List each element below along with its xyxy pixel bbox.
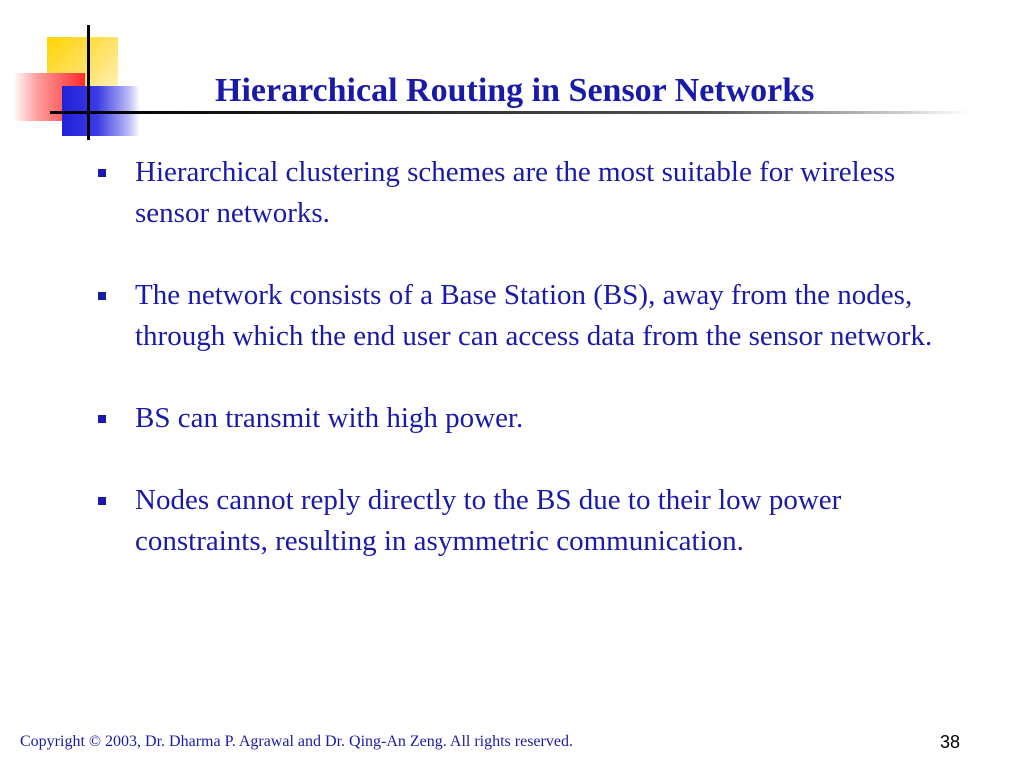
bullet-item [95, 275, 975, 357]
square-bullet-icon [98, 497, 106, 505]
slide-number: 38 [940, 732, 961, 752]
bullet-item [95, 480, 975, 562]
logo-vertical-line [87, 25, 90, 140]
slide-title: Hierarchical Routing in Sensor Networks [215, 72, 815, 109]
square-bullet-icon [98, 169, 106, 177]
title-underline-divider [90, 111, 970, 114]
square-bullet-icon [98, 292, 106, 300]
corner-squares-logo-icon [0, 0, 140, 145]
bullet-text: BS can transmit with high power. [135, 402, 524, 434]
bullet-text: Hierarchical clustering schemes are the most suitable for wireless sensor networks. [135, 156, 896, 229]
bullet-list [95, 152, 975, 603]
bullet-item [95, 152, 975, 234]
square-bullet-icon [98, 415, 106, 423]
bullet-item [95, 398, 975, 439]
bullet-text: The network consists of a Base Station (BS), away from the nodes, through which the end user can access data from the sensor network. [135, 279, 933, 352]
bullet-text: Nodes cannot reply directly to the BS due to their low power constraints, resulting in asymmetric communication. [135, 484, 842, 557]
footer-copyright: Copyright © 2003, Dr. Dharma P. Agrawal and Dr. Qing-An Zeng. All rights reserved. [20, 733, 573, 750]
